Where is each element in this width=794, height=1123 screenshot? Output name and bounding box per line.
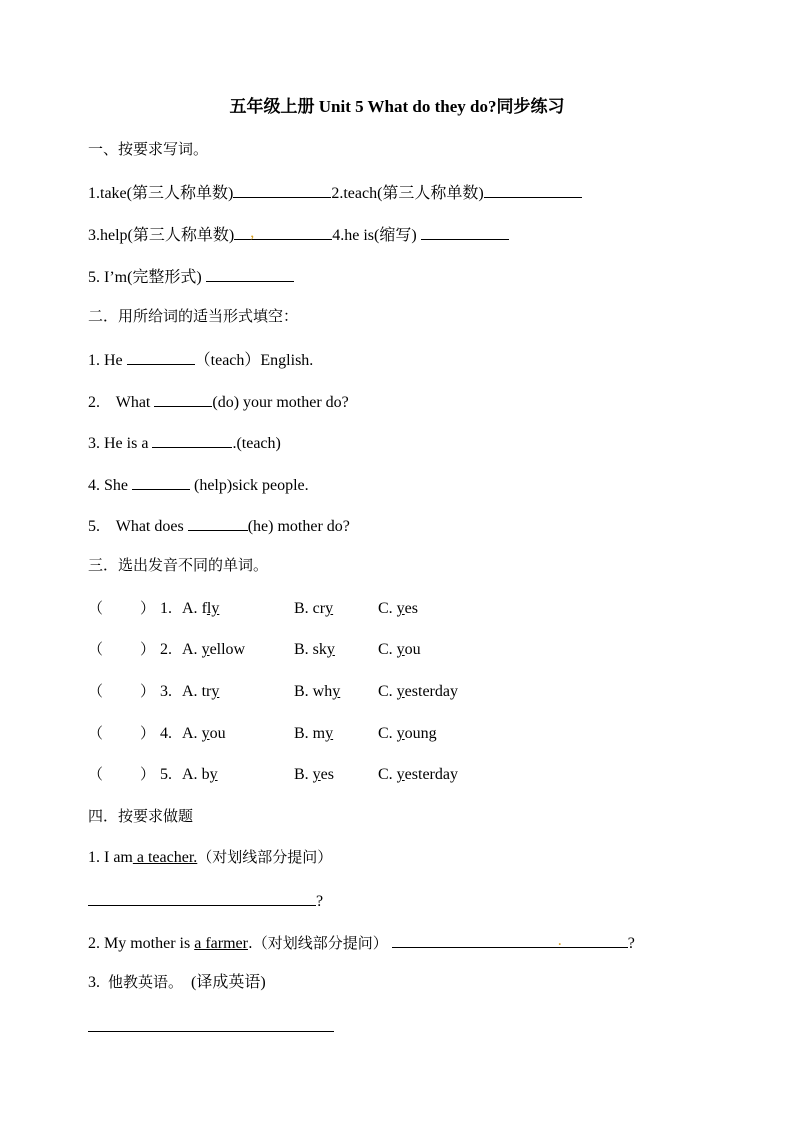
mcq-row	[88, 723, 498, 744]
s2-item-1-pre: 1. He	[88, 352, 127, 369]
s4-q1-note: （对划线部分提问）	[197, 848, 333, 866]
s1-blank-3[interactable]: ,	[234, 223, 332, 240]
option-label: C.	[378, 600, 393, 617]
option-word-underlined: ly	[206, 600, 220, 617]
s4-q1-answer-line[interactable]	[88, 889, 316, 906]
option-b	[294, 682, 378, 702]
s1-item-4: 4.he is(缩写)	[332, 227, 417, 244]
option-word-pre: f	[201, 600, 207, 617]
option-word-underlined: y	[326, 641, 335, 658]
option-word-pre: sk	[312, 641, 327, 658]
s1-item-3: 3.help(第三人称单数)	[88, 227, 235, 244]
s2-item-3	[88, 431, 281, 454]
option-word-post: es	[404, 600, 418, 617]
option-b	[294, 724, 378, 744]
mcq-row	[88, 598, 498, 619]
option-label: A.	[182, 683, 198, 700]
option-word-post: oung	[404, 725, 437, 742]
s4-q3-num: 3.	[88, 974, 108, 991]
option-label: B.	[294, 725, 309, 742]
section4-heading: 四．按要求做题	[88, 807, 194, 825]
question-number: 3.	[160, 683, 172, 700]
s4-question-3	[88, 972, 266, 993]
section1-heading: 一、按要求写词。	[88, 140, 209, 158]
mcq-row	[88, 764, 498, 785]
section1-row-2	[88, 223, 509, 246]
s1-blank-2[interactable]	[484, 181, 582, 198]
answer-paren-left: （	[88, 682, 104, 700]
s2-blank-4[interactable]	[132, 473, 190, 490]
s4-q1-answer	[88, 889, 323, 912]
option-label: B.	[294, 641, 309, 658]
s2-item-4-post: (help)sick people.	[190, 477, 309, 494]
s4-q1-end: ?	[316, 893, 324, 910]
option-word-underlined: y	[325, 600, 334, 617]
s2-blank-1[interactable]	[127, 348, 195, 365]
option-word-underlined: y	[396, 766, 405, 783]
s4-question-1	[88, 847, 332, 868]
option-word-post: ellow	[209, 641, 246, 658]
answer-paren-right: ）	[140, 765, 156, 783]
option-word-pre: tr	[201, 683, 212, 700]
s4-q3-note: (译成英语)	[183, 974, 266, 991]
s4-q3-answer-line[interactable]	[88, 1031, 334, 1032]
option-word-post: es	[320, 766, 334, 783]
answer-paren-right: ）	[140, 724, 156, 742]
option-a	[182, 599, 294, 619]
answer-paren-left: （	[88, 765, 104, 783]
option-c	[378, 599, 498, 619]
option-label: A.	[182, 766, 198, 783]
option-word-underlined: y	[325, 725, 334, 742]
answer-paren-right: ）	[140, 599, 156, 617]
answer-paren-left: （	[88, 599, 104, 617]
mcq-row	[88, 639, 498, 660]
s4-q2-post: .（对划线部分提问）	[247, 934, 388, 952]
s2-item-3-pre: 3. He is a	[88, 435, 153, 452]
answer-paren-left: （	[88, 724, 104, 742]
s1-item-5: 5. I’m(完整形式)	[88, 269, 202, 286]
s2-item-1	[88, 348, 313, 371]
option-word-post: esterday	[404, 766, 458, 783]
s4-q2-end: ?	[627, 935, 635, 952]
option-word-underlined: y	[396, 600, 405, 617]
option-word-pre: wh	[312, 683, 333, 700]
question-number: 1.	[160, 600, 172, 617]
option-label: C.	[378, 766, 393, 783]
option-word-underlined: y	[396, 725, 405, 742]
option-word-underlined: y	[312, 766, 321, 783]
option-a	[182, 765, 294, 785]
question-number: 4.	[160, 725, 172, 742]
s2-blank-2[interactable]	[154, 390, 212, 407]
option-word-underlined: y	[201, 641, 210, 658]
option-label: B.	[294, 600, 309, 617]
s4-question-2	[88, 931, 635, 954]
s2-item-1-post: （teach）English.	[194, 352, 314, 369]
s1-blank-5[interactable]	[206, 265, 294, 282]
s1-blank-4[interactable]	[421, 223, 509, 240]
section1-row-3	[88, 265, 294, 288]
s1-blank-1[interactable]	[233, 181, 331, 198]
option-label: A.	[182, 641, 198, 658]
section2-heading: 二．用所给词的适当形式填空：	[88, 307, 299, 325]
option-word-underlined: y	[396, 683, 405, 700]
option-label: A.	[182, 600, 198, 617]
answer-paren-left: （	[88, 640, 104, 658]
option-label: B.	[294, 683, 309, 700]
s2-item-5-pre: 5. What does	[88, 518, 188, 535]
s2-item-5-post: (he) mother do?	[247, 518, 350, 535]
s2-item-4	[88, 473, 309, 496]
s2-item-3-post: .(teach)	[232, 435, 281, 452]
s4-q1-pre: 1. I am	[88, 849, 133, 866]
option-word-post: ou	[404, 641, 421, 658]
option-word-post: ou	[209, 725, 226, 742]
option-c	[378, 640, 498, 660]
option-a	[182, 640, 294, 660]
option-c	[378, 682, 498, 702]
s2-item-5	[88, 514, 350, 537]
option-b	[294, 640, 378, 660]
s4-q3-text: 他教英语。	[108, 973, 184, 991]
option-c	[378, 724, 498, 744]
option-word-underlined: y	[209, 766, 218, 783]
s2-item-2-post: (do) your mother do?	[212, 394, 349, 411]
option-word-underlined: y	[201, 725, 210, 742]
answer-paren-right: ）	[140, 682, 156, 700]
s2-blank-5[interactable]	[188, 514, 248, 531]
s2-blank-3[interactable]	[152, 431, 232, 448]
s4-q2-answer-line[interactable]: .	[392, 931, 628, 948]
option-b	[294, 765, 378, 785]
option-word-pre: m	[312, 725, 326, 742]
option-word-pre: b	[201, 766, 210, 783]
s4-q1-underlined: a teacher.	[132, 849, 198, 866]
option-label: C.	[378, 641, 393, 658]
s4-q2-pre: 2. My mother is	[88, 935, 195, 952]
option-word-pre: cr	[312, 600, 326, 617]
option-b	[294, 599, 378, 619]
section3-heading: 三．选出发音不同的单词。	[88, 556, 269, 574]
s2-item-2	[88, 390, 349, 413]
s1-item-2: 2.teach(第三人称单数)	[331, 185, 484, 202]
s2-item-2-pre: 2. What	[88, 394, 155, 411]
answer-paren-right: ）	[140, 640, 156, 658]
option-label: A.	[182, 725, 198, 742]
option-a	[182, 724, 294, 744]
option-label: C.	[378, 725, 393, 742]
option-word-underlined: y	[396, 641, 405, 658]
page-title: 五年级上册 Unit 5 What do they do?同步练习	[229, 97, 565, 116]
s2-item-4-pre: 4. She	[88, 477, 132, 494]
option-word-underlined: y	[211, 683, 220, 700]
s1-item-1: 1.take(第三人称单数)	[88, 185, 234, 202]
option-label: C.	[378, 683, 393, 700]
question-number: 2.	[160, 641, 172, 658]
s4-q2-underlined: a farmer	[194, 935, 248, 952]
section1-row-1	[88, 181, 582, 204]
mcq-row	[88, 681, 498, 702]
option-a	[182, 682, 294, 702]
option-word-post: esterday	[404, 683, 458, 700]
question-number: 5.	[160, 766, 172, 783]
option-c	[378, 765, 498, 785]
option-word-underlined: y	[332, 683, 341, 700]
option-label: B.	[294, 766, 309, 783]
